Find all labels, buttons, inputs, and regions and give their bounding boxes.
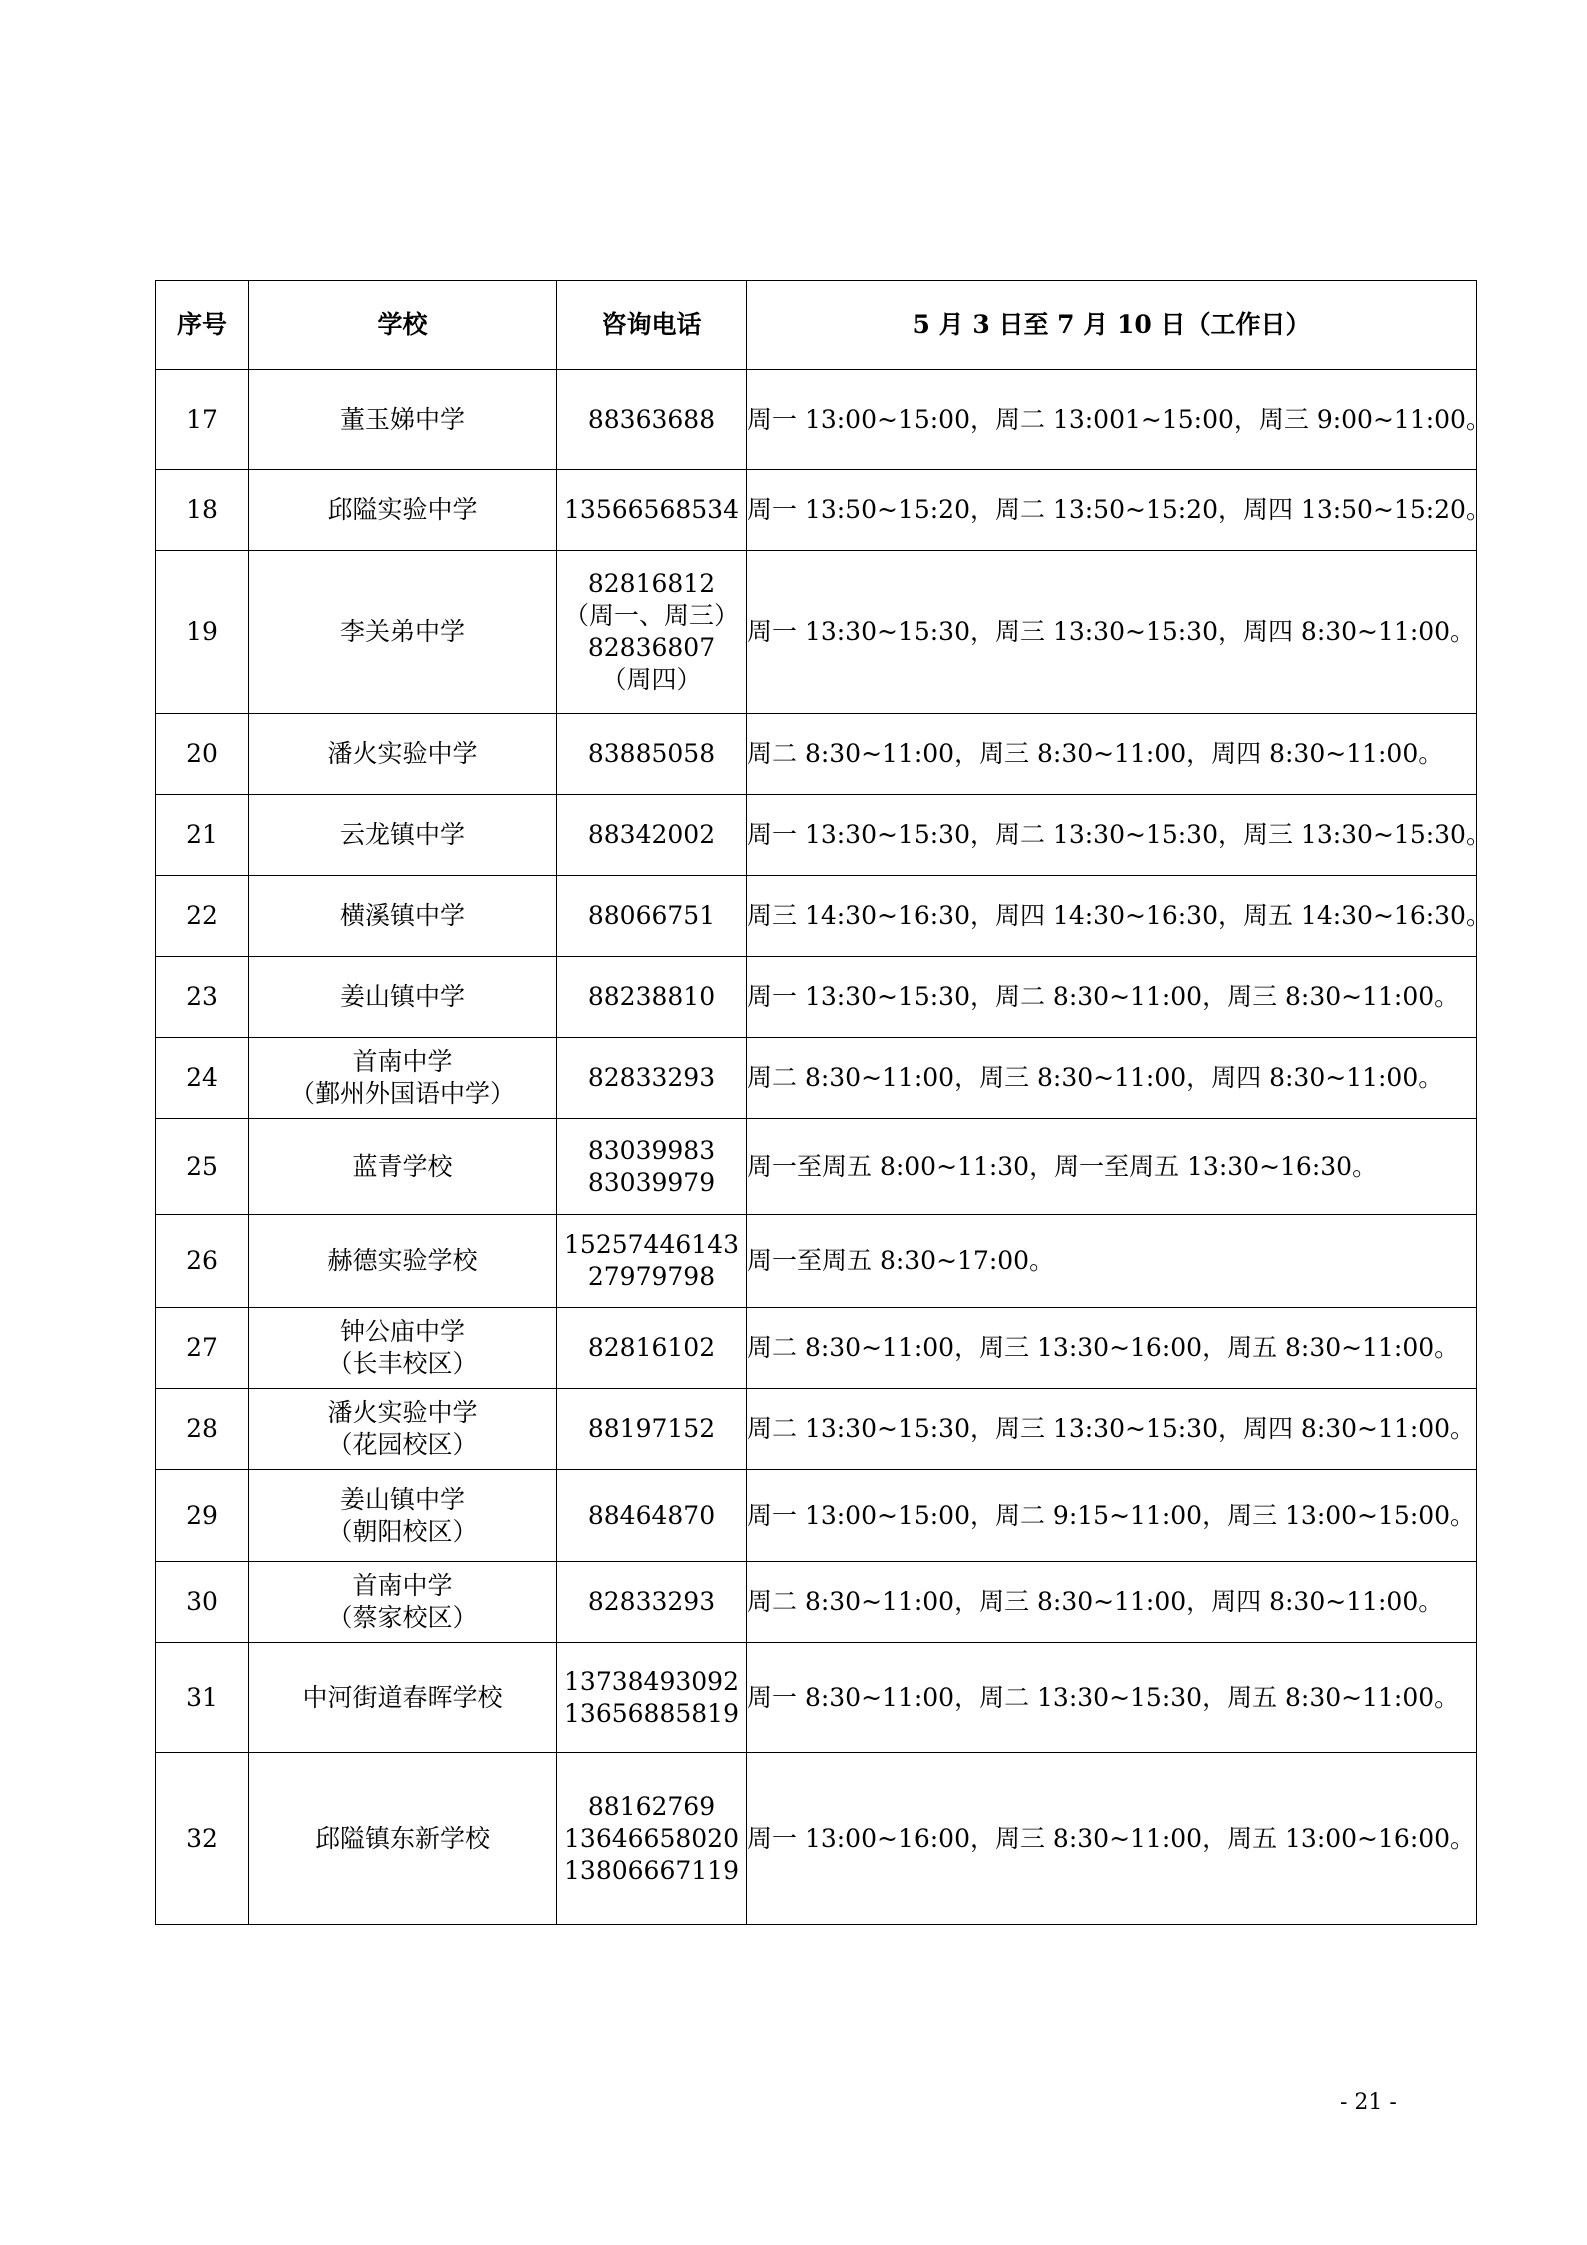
cell-hours: 周一 13:00~15:00，周二 9:15~11:00，周三 13:00~15:00。	[747, 1470, 1477, 1562]
page-number: - 21 -	[1340, 2090, 1397, 2115]
cell-school	[249, 1038, 557, 1119]
cell-serial: 27	[156, 1308, 249, 1389]
cell-phone	[557, 795, 747, 876]
cell-school	[249, 1753, 557, 1925]
cell-phone	[557, 1753, 747, 1925]
table-row	[156, 551, 1477, 714]
cell-school	[249, 1215, 557, 1308]
cell-school	[249, 370, 557, 470]
consultation-schedule-table	[155, 280, 1491, 1925]
table-row	[156, 370, 1477, 470]
cell-hours: 周一 13:00~15:00，周二 13:001~15:00，周三 9:00~11:00。	[747, 370, 1477, 470]
cell-phone-line: 82836807	[587, 633, 716, 662]
cell-school	[249, 470, 557, 551]
cell-school-line: 姜山镇中学	[339, 1484, 465, 1514]
table-row	[156, 795, 1477, 876]
cell-school	[249, 714, 557, 795]
cell-phone-line: 13646658020	[564, 1823, 739, 1853]
cell-school-line: 潘火实验中学	[327, 1398, 478, 1427]
cell-phone-line: 83039983	[587, 1135, 716, 1165]
cell-serial: 17	[156, 370, 249, 470]
cell-hours: 周一 8:30~11:00，周二 13:30~15:30，周五 8:30~11:00。	[747, 1643, 1477, 1753]
cell-phone-line: 88464870	[587, 1500, 716, 1530]
table-row	[156, 470, 1477, 551]
cell-hours: 周二 8:30~11:00，周三 8:30~11:00，周四 8:30~11:00。	[747, 1562, 1477, 1643]
cell-hours: 周一 13:50~15:20，周二 13:50~15:20，周四 13:50~15:20。	[747, 470, 1477, 551]
cell-phone-line: 13656885819	[564, 1698, 739, 1728]
cell-phone-line: 88066751	[587, 901, 716, 930]
cell-hours: 周一至周五 8:30~17:00。	[747, 1215, 1477, 1308]
cell-phone	[557, 551, 747, 714]
cell-phone-line: 88238810	[587, 982, 716, 1011]
cell-school	[249, 1562, 557, 1643]
cell-serial: 20	[156, 714, 249, 795]
cell-hours: 周一至周五 8:00~11:30，周一至周五 13:30~16:30。	[747, 1119, 1477, 1215]
cell-school-line: 邱隘实验中学	[327, 495, 478, 524]
cell-school	[249, 1119, 557, 1215]
cell-phone	[557, 714, 747, 795]
table-row	[156, 1308, 1477, 1389]
cell-hours: 周二 13:30~15:30，周三 13:30~15:30，周四 8:30~11:00。	[747, 1389, 1477, 1470]
cell-serial: 29	[156, 1470, 249, 1562]
cell-phone-line: 83039979	[587, 1167, 716, 1197]
cell-phone-line: 83885058	[587, 739, 716, 768]
cell-school-line: 首南中学	[352, 1047, 453, 1076]
cell-phone	[557, 470, 747, 551]
cell-phone-line: （周一、周三）	[563, 601, 739, 630]
cell-school-line: 潘火实验中学	[327, 739, 478, 768]
cell-school-line: 首南中学	[352, 1571, 453, 1600]
cell-school-line: （朝阳校区）	[327, 1516, 478, 1546]
cell-hours: 周二 8:30~11:00，周三 8:30~11:00，周四 8:30~11:00。	[747, 1038, 1477, 1119]
cell-phone	[557, 1215, 747, 1308]
cell-phone	[557, 1470, 747, 1562]
cell-serial: 32	[156, 1753, 249, 1925]
cell-school-line: 姜山镇中学	[339, 982, 465, 1011]
table-row	[156, 1470, 1477, 1562]
cell-school-line: （花园校区）	[327, 1430, 478, 1459]
table-row	[156, 1119, 1477, 1215]
cell-school	[249, 957, 557, 1038]
cell-school-line: 中河街道春晖学校	[302, 1682, 503, 1712]
table-row	[156, 1562, 1477, 1643]
cell-school	[249, 1308, 557, 1389]
cell-serial: 24	[156, 1038, 249, 1119]
cell-school	[249, 876, 557, 957]
table-row	[156, 957, 1477, 1038]
cell-serial: 18	[156, 470, 249, 551]
cell-phone-line: 27979798	[587, 1262, 716, 1291]
cell-phone-line: 82816102	[587, 1333, 716, 1362]
table-row	[156, 714, 1477, 795]
cell-hours: 周三 14:30~16:30，周四 14:30~16:30，周五 14:30~16:30。	[747, 876, 1477, 957]
cell-serial: 22	[156, 876, 249, 957]
cell-school-line: 云龙镇中学	[339, 820, 465, 849]
cell-school-line: （长丰校区）	[327, 1349, 478, 1378]
cell-phone	[557, 370, 747, 470]
cell-school-line: （鄞州外国语中学）	[289, 1079, 515, 1108]
cell-phone	[557, 1038, 747, 1119]
cell-hours: 周一 13:30~15:30，周二 13:30~15:30，周三 13:30~15:30。	[747, 795, 1477, 876]
cell-hours: 周一 13:00~16:00，周三 8:30~11:00，周五 13:00~16:00。	[747, 1753, 1477, 1925]
cell-phone-line: 82833293	[587, 1063, 716, 1092]
cell-phone-line: 13738493092	[564, 1666, 739, 1696]
cell-phone	[557, 1389, 747, 1470]
cell-serial: 23	[156, 957, 249, 1038]
cell-school-line: 董玉娣中学	[339, 404, 465, 434]
header-hours: 5 月 3 日至 7 月 10 日（工作日）	[747, 281, 1477, 370]
cell-school-line: 钟公庙中学	[339, 1317, 465, 1346]
cell-serial: 28	[156, 1389, 249, 1470]
table-row	[156, 1215, 1477, 1308]
cell-serial: 25	[156, 1119, 249, 1215]
cell-phone-line: （周四）	[601, 665, 702, 694]
cell-phone-line: 88342002	[587, 820, 716, 849]
cell-phone-line: 13566568534	[564, 495, 739, 524]
cell-school	[249, 551, 557, 714]
cell-hours: 周一 13:30~15:30，周二 8:30~11:00，周三 8:30~11:00。	[747, 957, 1477, 1038]
cell-phone	[557, 1308, 747, 1389]
cell-phone	[557, 957, 747, 1038]
cell-school	[249, 795, 557, 876]
cell-serial: 31	[156, 1643, 249, 1753]
table-body	[156, 370, 1491, 1925]
cell-phone	[557, 1643, 747, 1753]
cell-phone-line: 88363688	[587, 404, 716, 434]
cell-school	[249, 1389, 557, 1470]
header-serial: 序号	[156, 281, 249, 370]
cell-school	[249, 1643, 557, 1753]
cell-phone-line: 82816812	[587, 569, 716, 598]
cell-phone	[557, 1119, 747, 1215]
table-row	[156, 1753, 1477, 1925]
cell-phone	[557, 1562, 747, 1643]
cell-hours: 周二 8:30~11:00，周三 13:30~16:00，周五 8:30~11:00。	[747, 1308, 1477, 1389]
table-row	[156, 1389, 1477, 1470]
cell-school	[249, 1470, 557, 1562]
cell-hours: 周一 13:30~15:30，周三 13:30~15:30，周四 8:30~11:00。	[747, 551, 1477, 714]
cell-school-line: 李关弟中学	[339, 617, 465, 646]
cell-serial: 30	[156, 1562, 249, 1643]
table-header-row	[156, 281, 1477, 370]
cell-school-line: 赫德实验学校	[327, 1246, 478, 1275]
table-row	[156, 1038, 1477, 1119]
cell-phone-line: 15257446143	[564, 1230, 739, 1259]
cell-serial: 21	[156, 795, 249, 876]
cell-phone-line: 82833293	[587, 1587, 716, 1616]
cell-phone	[557, 876, 747, 957]
table-row	[156, 876, 1477, 957]
cell-phone-line: 13806667119	[564, 1855, 739, 1885]
header-phone: 咨询电话	[557, 281, 747, 370]
header-school: 学校	[249, 281, 557, 370]
cell-serial: 26	[156, 1215, 249, 1308]
table-row	[156, 1643, 1477, 1753]
cell-school-line: （蔡家校区）	[327, 1603, 478, 1632]
cell-school-line: 横溪镇中学	[339, 901, 465, 930]
cell-school-line: 蓝青学校	[352, 1151, 453, 1181]
cell-school-line: 邱隘镇东新学校	[314, 1823, 490, 1853]
cell-phone-line: 88162769	[587, 1791, 716, 1821]
cell-serial: 19	[156, 551, 249, 714]
cell-phone-line: 88197152	[587, 1414, 716, 1443]
cell-hours: 周二 8:30~11:00，周三 8:30~11:00，周四 8:30~11:00。	[747, 714, 1477, 795]
